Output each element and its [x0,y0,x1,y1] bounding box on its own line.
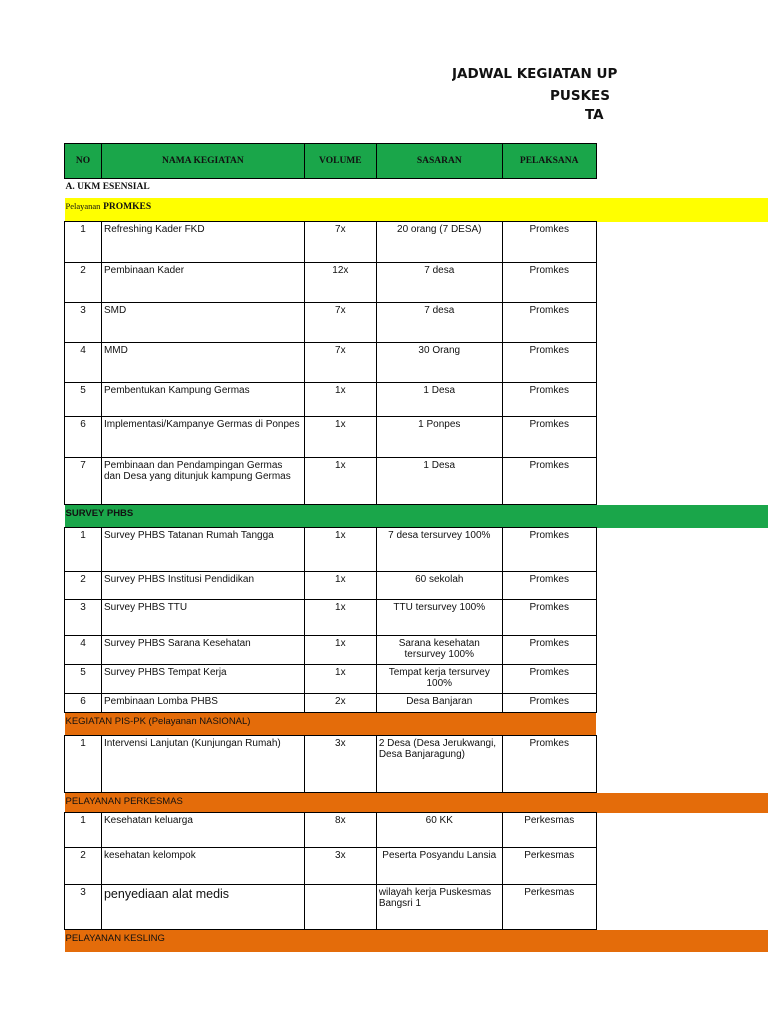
table-row [65,303,768,343]
row-volume [304,885,376,930]
row-pelaksana: Promkes [502,458,596,505]
row-volume: 1x [304,572,376,600]
row-volume: 1x [304,417,376,458]
row-filler [596,222,768,263]
row-volume: 7x [304,222,376,263]
document-title-line-3: TA [585,107,604,123]
row-volume: 3x [304,848,376,885]
row-nama-kegiatan: Survey PHBS TTU [101,600,304,636]
row-no: 3 [65,600,102,636]
row-pelaksana: Promkes [502,736,596,793]
row-nama-kegiatan: Pembentukan Kampung Germas [101,383,304,417]
section-label-pispk [65,713,597,736]
table-row [65,343,768,383]
row-volume: 2x [304,694,376,713]
table-row [65,528,768,572]
row-filler [596,636,768,665]
row-pelaksana: Promkes [502,600,596,636]
table-row [65,458,768,505]
row-volume: 1x [304,600,376,636]
section-filler [596,713,768,736]
row-nama-kegiatan: penyediaan alat medis [101,885,304,930]
row-pelaksana: Perkesmas [502,885,596,930]
row-filler [596,665,768,694]
row-sasaran: TTU tersurvey 100% [376,600,502,636]
row-volume: 1x [304,636,376,665]
table-row [65,600,768,636]
header-filler [596,144,768,179]
table-row [65,572,768,600]
row-no: 4 [65,343,102,383]
row-sasaran: wilayah kerja Puskesmas Bangsri 1 [376,885,502,930]
row-no: 3 [65,885,102,930]
row-nama-kegiatan: Pembinaan Lomba PHBS [101,694,304,713]
row-volume: 1x [304,383,376,417]
table-row [65,383,768,417]
row-sasaran: Peserta Posyandu Lansia [376,848,502,885]
row-volume: 7x [304,303,376,343]
row-no: 1 [65,528,102,572]
row-pelaksana: Promkes [502,528,596,572]
row-filler [596,848,768,885]
row-nama-kegiatan: Pembinaan dan Pendampingan Germas dan Desa yang ditunjuk kampung Germas [101,458,304,505]
section-name: PELAYANAN PERKESMAS [65,796,183,807]
row-sasaran: Tempat kerja tersurvey 100% [376,665,502,694]
table-row [65,636,768,665]
section-label-promkes [65,198,768,222]
table-row [65,222,768,263]
table-row [65,263,768,303]
row-volume: 1x [304,665,376,694]
row-pelaksana: Promkes [502,303,596,343]
row-no: 6 [65,694,102,713]
table-row [65,694,768,713]
row-sasaran: Sarana kesehatan tersurvey 100% [376,636,502,665]
row-no: 4 [65,636,102,665]
row-filler [596,572,768,600]
header-sasaran: SASARAN [376,144,502,179]
row-filler [596,736,768,793]
row-pelaksana: Promkes [502,222,596,263]
section-row-phbs [65,505,768,528]
row-volume: 8x [304,813,376,848]
row-sasaran: Desa Banjaran [376,694,502,713]
row-no: 5 [65,383,102,417]
row-no: 2 [65,263,102,303]
row-sasaran: 60 KK [376,813,502,848]
table-row [65,665,768,694]
row-nama-kegiatan: Implementasi/Kampanye Germas di Ponpes [101,417,304,458]
header-nama-kegiatan: NAMA KEGIATAN [101,144,304,179]
row-sasaran: 1 Ponpes [376,417,502,458]
row-filler [596,263,768,303]
row-filler [596,343,768,383]
section-name: PROMKES [103,201,152,212]
row-pelaksana: Promkes [502,343,596,383]
row-filler [596,813,768,848]
row-pelaksana: Promkes [502,417,596,458]
row-nama-kegiatan: kesehatan kelompok [101,848,304,885]
header-volume: VOLUME [304,144,376,179]
row-no: 1 [65,813,102,848]
table-row [65,885,768,930]
section-row-kesling [65,930,768,952]
row-sasaran: 60 sekolah [376,572,502,600]
row-no: 1 [65,736,102,793]
section-row-pispk [65,713,768,736]
row-no: 5 [65,665,102,694]
section-prefix: Pelayanan [65,200,101,211]
header-no: NO [65,144,102,179]
table-row [65,848,768,885]
section-name: KEGIATAN PIS-PK (Pelayanan NASIONAL) [65,716,251,727]
row-sasaran: 20 orang (7 DESA) [376,222,502,263]
row-filler [596,885,768,930]
row-nama-kegiatan: Survey PHBS Tempat Kerja [101,665,304,694]
row-nama-kegiatan: Refreshing Kader FKD [101,222,304,263]
row-volume: 1x [304,458,376,505]
group-label-ukm-esensial: A. UKM ESENSIAL [65,182,150,192]
row-no: 2 [65,848,102,885]
row-volume: 7x [304,343,376,383]
row-pelaksana: Perkesmas [502,848,596,885]
section-name: SURVEY PHBS [65,508,134,519]
row-nama-kegiatan: Survey PHBS Tatanan Rumah Tangga [101,528,304,572]
row-pelaksana: Promkes [502,383,596,417]
table-row [65,813,768,848]
row-sasaran: 1 Desa [376,458,502,505]
row-filler [596,694,768,713]
row-sasaran: 7 desa [376,263,502,303]
row-no: 1 [65,222,102,263]
row-nama-kegiatan: Intervensi Lanjutan (Kunjungan Rumah) [101,736,304,793]
row-nama-kegiatan: Survey PHBS Sarana Kesehatan [101,636,304,665]
activity-schedule-table [64,143,768,952]
row-sasaran: 1 Desa [376,383,502,417]
row-volume: 12x [304,263,376,303]
header-pelaksana: PELAKSANA [502,144,596,179]
section-label-perkesmas [65,793,768,813]
row-no: 3 [65,303,102,343]
row-pelaksana: Perkesmas [502,813,596,848]
table-row [65,736,768,793]
row-no: 7 [65,458,102,505]
row-volume: 3x [304,736,376,793]
section-label-phbs [65,505,768,528]
row-filler [596,383,768,417]
section-name: PELAYANAN KESLING [65,933,165,944]
row-no: 2 [65,572,102,600]
group-row [65,179,768,198]
row-volume: 1x [304,528,376,572]
row-pelaksana: Promkes [502,572,596,600]
row-pelaksana: Promkes [502,694,596,713]
table-header-row [65,144,768,179]
section-label-kesling [65,930,768,952]
row-nama-kegiatan: Kesehatan keluarga [101,813,304,848]
row-filler [596,417,768,458]
row-pelaksana: Promkes [502,665,596,694]
row-sasaran: 7 desa tersurvey 100% [376,528,502,572]
row-filler [596,303,768,343]
section-row-promkes [65,198,768,222]
row-pelaksana: Promkes [502,263,596,303]
row-no: 6 [65,417,102,458]
document-title-line-2: PUSKES [550,88,610,104]
table-row [65,417,768,458]
row-sasaran: 7 desa [376,303,502,343]
row-pelaksana: Promkes [502,636,596,665]
row-nama-kegiatan: Survey PHBS Institusi Pendidikan [101,572,304,600]
row-nama-kegiatan: SMD [101,303,304,343]
row-filler [596,600,768,636]
row-nama-kegiatan: Pembinaan Kader [101,263,304,303]
row-nama-kegiatan: MMD [101,343,304,383]
row-sasaran: 30 Orang [376,343,502,383]
row-sasaran: 2 Desa (Desa Jerukwangi, Desa Banjaragung) [376,736,502,793]
document-title-line-1: JADWAL KEGIATAN UP [452,66,618,82]
section-row-perkesmas [65,793,768,813]
row-filler [596,458,768,505]
row-filler [596,528,768,572]
